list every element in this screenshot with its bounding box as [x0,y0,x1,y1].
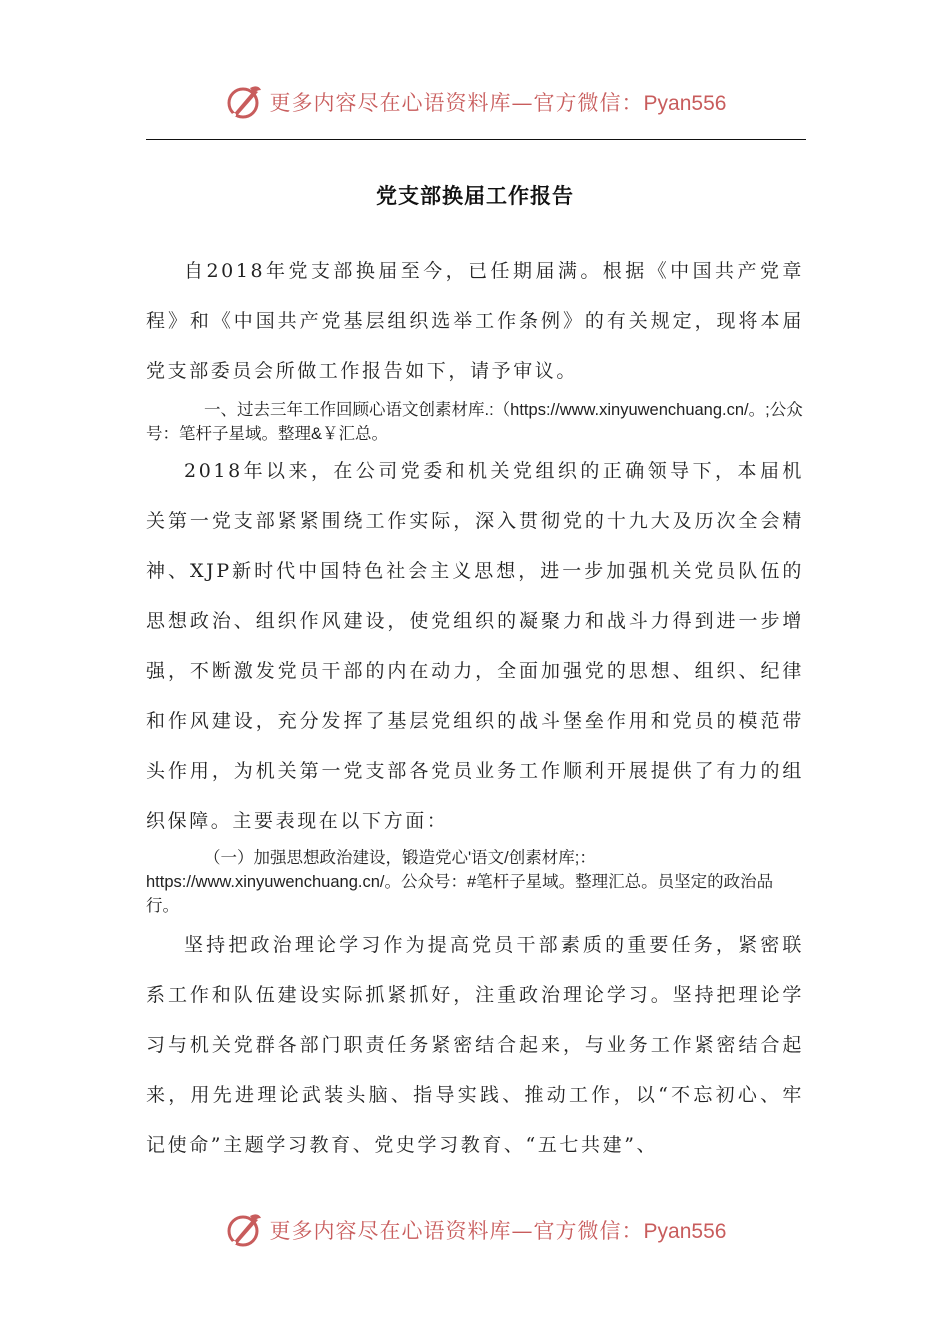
banner-slogan: 更多内容尽在心语资料库—官方微信： [269,91,644,115]
paragraph-review: 2018年以来，在公司党委和机关党组织的正确领导下，本届机关第一党支部紧紧围绕工作实际，深入贯彻党的十九大及历次全会精神、XJP新时代中国特色社会主义思想，进一步加强机关党员队伍的思想政治、组织作风建设，使党组织的凝聚力和战斗力得到进一步增强，不断激发党员干部的内在动力，全面加强党的思想、组织、纪律和作风建设，充分发挥了基层党组织的战斗堡垒作用和党员的模范带头作用，为机关第一党支部各党员业务工作顺利开展提供了有力的组织保障。主要表现在以下方面： [146,460,804,832]
quill-pen-logo-icon [224,1210,264,1250]
subsection-heading-political: （一）加强思想政治建设，锻造党心'语文/创素材库;：https://www.xinyuwenchuang.cn/。公众号：#笔杆子星域。整理汇总。员坚定的政治品行。 [146,849,774,915]
banner-text [270,1215,727,1245]
document-title: 党支部换届工作报告 [376,183,574,208]
paragraph-intro: 自2018年党支部换届至今，已任期届满。根据《中国共产党章程》和《中国共产党基层组织选举工作条例》的有关规定，现将本届党支部委员会所做工作报告如下，请予审议。 [146,260,804,382]
paragraph-political: 坚持把政治理论学习作为提高党员干部素质的重要任务，紧密联系工作和队伍建设实际抓紧抓好，注重政治理论学习。坚持把理论学习与机关党群各部门职责任务紧密结合起来，与业务工作紧密结合起来，用先进理论武装头脑、指导实践、推动工作，以“不忘初心、牢记使命”主题学习教育、党史学习教育、“五七共建”、 [146,934,804,1156]
banner-text [270,87,727,117]
banner-slogan: 更多内容尽在心语资料库—官方微信： [269,1219,644,1243]
footer-banner [0,1208,950,1252]
section-heading-review: 一、过去三年工作回顾心语文创素材库.:（https://www.xinyuwenchuang.cn/。;公众号：笔杆子星域。整理&￥汇总。 [146,401,803,443]
header-divider [146,139,806,140]
banner-contact: Pyan556 [643,92,727,115]
quill-pen-logo-icon [224,82,264,122]
banner-contact: Pyan556 [643,1220,727,1243]
header-banner [0,80,950,124]
